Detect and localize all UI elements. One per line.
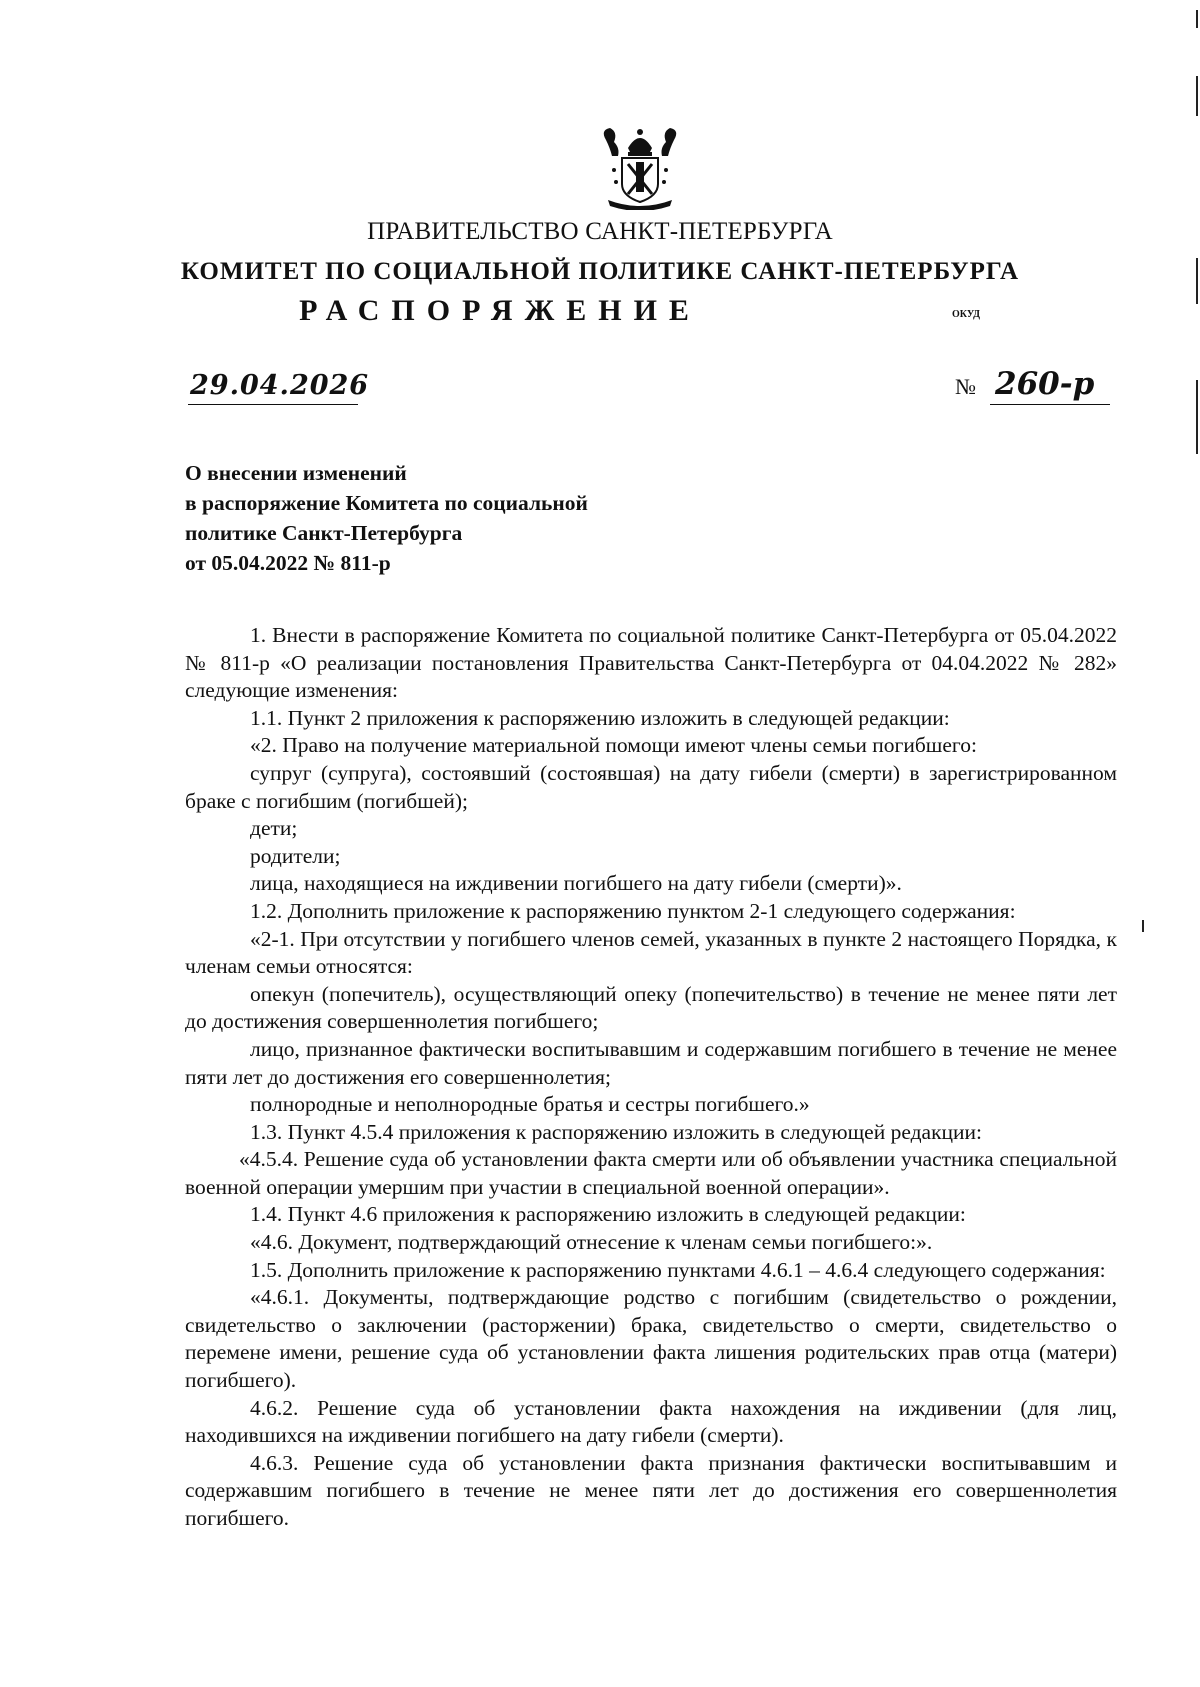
document-date: 29.04.2026 — [190, 370, 370, 401]
paragraph: 1.1. Пункт 2 приложения к распоряжению изложить в следующей редакции: — [250, 705, 950, 730]
scan-edge-mark — [1142, 920, 1144, 932]
paragraph: «2-1. При отсутствии у погибшего членов семей, указанных в пункте 2 настоящего Порядка, к членам семьи относятся: — [185, 926, 1117, 979]
subject-line: политике Санкт-Петербурга — [185, 521, 463, 545]
paragraph: 1. Внести в распоряжение Комитета по социальной политике Санкт-Петербурга от 05.04.2022 № 811-р «О реализации постановления Правительства Санкт-Петербурга от 04.04.2022 № 282» следующие изменения: — [185, 623, 1117, 703]
paragraph: «4.6. Документ, подтверждающий отнесение к членам семьи погибшего:». — [250, 1230, 933, 1255]
paragraph: 4.6.3. Решение суда об установлении факта признания фактически воспитывавшим и содержавшим погибшего в течение не менее пяти лет до достижения его совершеннолетия погибшего. — [185, 1450, 1117, 1530]
document-body — [185, 622, 1117, 1533]
paragraph: «4.5.4. Решение суда об установлении факта смерти или об объявлении участника специальной военной операции умершим при участии в специальной военной операции». — [185, 1147, 1117, 1199]
subject-line: от 05.04.2022 № 811-р — [185, 551, 391, 575]
coat-of-arms-emblem — [598, 126, 682, 210]
document-subject — [185, 458, 588, 578]
document-number: 260-р — [995, 366, 1095, 402]
paragraph: 1.4. Пункт 4.6 приложения к распоряжению изложить в следующей редакции: — [250, 1202, 966, 1227]
paragraph: 1.5. Дополнить приложение к распоряжению пунктами 4.6.1 – 4.6.4 следующего содержания: — [250, 1257, 1106, 1282]
paragraph: полнородные и неполнородные братья и сестры погибшего.» — [250, 1092, 810, 1117]
scan-edge-mark — [1196, 76, 1198, 116]
paragraph: лицо, признанное фактически воспитывавшим и содержавшим погибшего в течение не менее пяти лет до достижения его совершеннолетия; — [185, 1036, 1117, 1089]
scan-edge-mark — [1196, 380, 1198, 454]
paragraph: лица, находящиеся на иждивении погибшего на дату гибели (смерти)». — [250, 871, 902, 896]
paragraph: родители; — [250, 843, 341, 868]
government-title: ПРАВИТЕЛЬСТВО САНКТ-ПЕТЕРБУРГА — [367, 218, 833, 245]
date-underline — [188, 404, 358, 405]
committee-title: КОМИТЕТ ПО СОЦИАЛЬНОЙ ПОЛИТИКЕ САНКТ-ПЕТЕРБУРГА — [180, 258, 1020, 285]
paragraph: дети; — [250, 816, 298, 841]
paragraph: супруг (супруга), состоявший (состоявшая) на дату гибели (смерти) в зарегистрированном браке с погибшим (погибшей); — [185, 760, 1117, 813]
paragraph: «4.6.1. Документы, подтверждающие родство с погибшим (свидетельство о рождении, свидетельство о заключении (расторжении) брака, свидетельство о смерти, свидетельство о перемене имени, решение суда об установлении факта лишения родительских прав отца (матери) погибшего). — [185, 1285, 1117, 1393]
subject-line: в распоряжение Комитета по социальной — [185, 491, 588, 515]
number-label: № — [955, 374, 976, 399]
number-underline — [990, 404, 1110, 405]
document-type: РАСПОРЯЖЕНИЕ — [299, 294, 701, 327]
paragraph: 1.2. Дополнить приложение к распоряжению пунктом 2-1 следующего содержания: — [250, 898, 1016, 923]
subject-line: О внесении изменений — [185, 461, 407, 485]
scan-edge-mark — [1196, 10, 1198, 28]
paragraph: 1.3. Пункт 4.5.4 приложения к распоряжению изложить в следующей редакции: — [250, 1119, 983, 1144]
paragraph: «2. Право на получение материальной помощи имеют члены семьи погибшего: — [250, 733, 977, 758]
okud-code-label: ОКУД — [952, 309, 981, 320]
paragraph: опекун (попечитель), осуществляющий опеку (попечительство) в течение не менее пяти лет до достижения совершеннолетия погибшего; — [185, 981, 1117, 1034]
paragraph: 4.6.2. Решение суда об установлении факта нахождения на иждивении (для лиц, находившихся на иждивении погибшего на дату гибели (смерти). — [185, 1395, 1117, 1448]
